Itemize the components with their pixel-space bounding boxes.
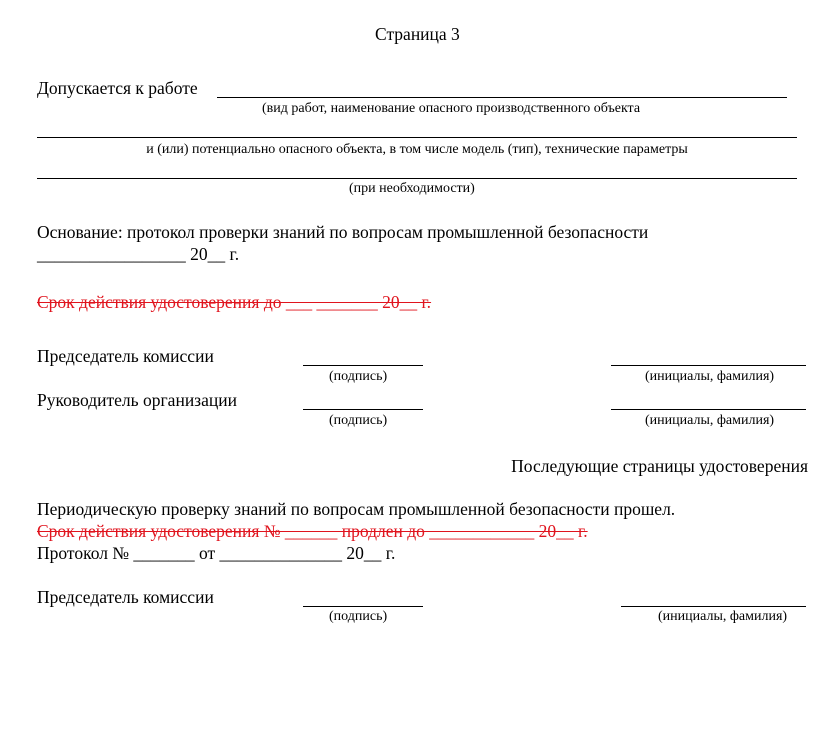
head-signature-line (303, 409, 423, 410)
head-initials-line (611, 409, 806, 410)
admission-caption-2: и (или) потенциально опасного объекта, в том числе модель (тип), технические параметры (146, 142, 688, 157)
admission-line-3 (37, 178, 797, 179)
admission-line-1 (217, 97, 787, 98)
next-pages-title: Последующие страницы удостоверения (511, 456, 808, 476)
chairman-signature-caption-1: (подпись) (329, 369, 388, 384)
chairman-initials-line-2 (621, 606, 806, 607)
chairman-label-1: Председатель комиссии (37, 346, 214, 366)
head-signature-caption: (подпись) (329, 413, 388, 428)
chairman-signature-caption-2: (подпись) (329, 609, 388, 624)
chairman-initials-caption-2: (инициалы, фамилия) (658, 609, 788, 624)
head-label: Руководитель организации (37, 390, 237, 410)
chairman-initials-line-1 (611, 365, 806, 366)
page-title: Страница 3 (375, 24, 460, 44)
admission-line-2 (37, 137, 797, 138)
head-initials-caption: (инициалы, фамилия) (645, 413, 775, 428)
admission-label: Допускается к работе (37, 78, 198, 98)
basis-date-line: _________________ 20__ г. (37, 244, 240, 264)
admission-caption-1: (вид работ, наименование опасного производственного объекта (262, 101, 641, 116)
basis-text: Основание: протокол проверки знаний по вопросам промышленной безопасности (37, 222, 649, 242)
chairman-initials-caption-1: (инициалы, фамилия) (645, 369, 775, 384)
chairman-signature-line-2 (303, 606, 423, 607)
periodic-extended-struck-text: Срок действия удостоверения № ______ продлен до ____________ 20__ г. (37, 521, 588, 541)
admission-caption-3: (при необходимости) (349, 181, 475, 196)
periodic-passed-text: Периодическую проверку знаний по вопросам промышленной безопасности прошел. (37, 499, 676, 519)
chairman-signature-line-1 (303, 365, 423, 366)
chairman-label-2: Председатель комиссии (37, 587, 214, 607)
periodic-protocol-text: Протокол № _______ от ______________ 20__ г. (37, 543, 396, 563)
validity-struck-text: Срок действия удостоверения до ___ _______ 20__ г. (37, 292, 432, 312)
